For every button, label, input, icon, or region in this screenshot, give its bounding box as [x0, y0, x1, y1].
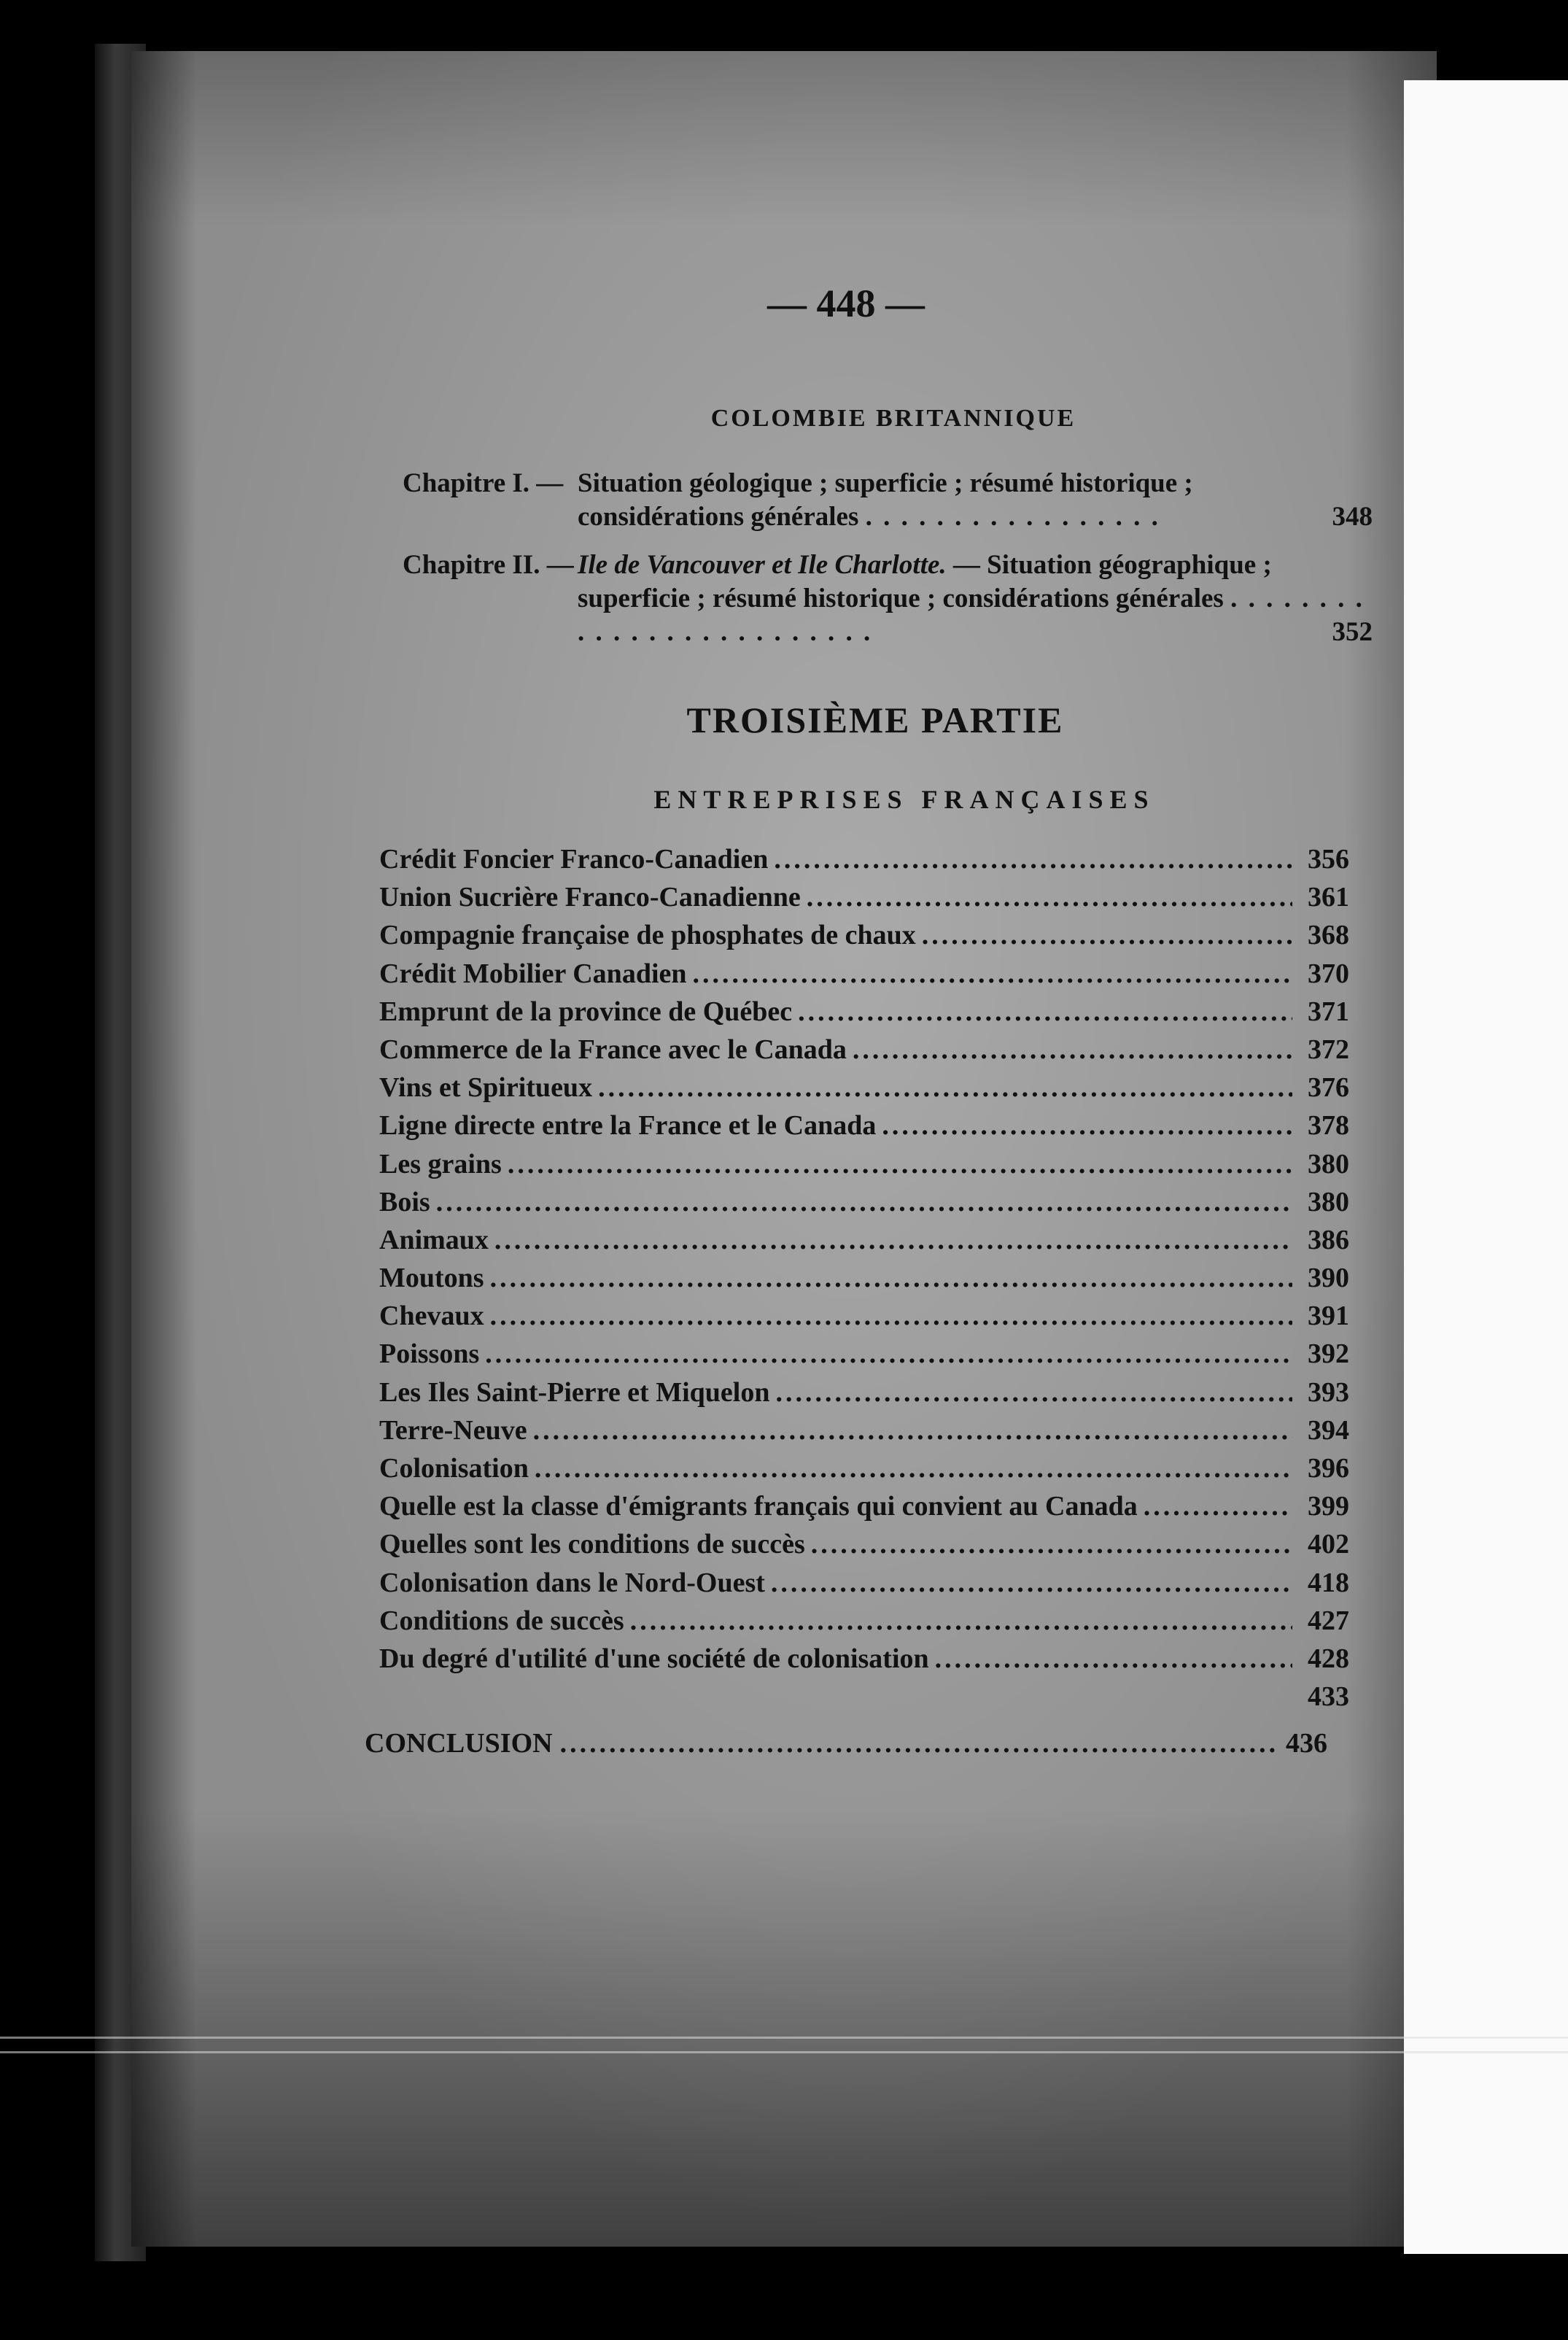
- toc-entry-page: 378: [1308, 1110, 1349, 1142]
- dot-leader: [560, 1727, 1278, 1759]
- toc-entry-label: Quelles sont les conditions de succès: [379, 1529, 805, 1560]
- toc-entry-label: Poissons: [379, 1338, 480, 1370]
- chapter-page-number: 348: [1332, 502, 1373, 532]
- toc-entry: [379, 1643, 1349, 1681]
- toc-entry: [379, 1452, 1349, 1490]
- toc-entry: [379, 1186, 1349, 1224]
- toc-entry: [379, 1567, 1349, 1605]
- toc-entry: [379, 1224, 1349, 1262]
- part-subtitle: ENTREPRISES FRANÇAISES: [653, 785, 1155, 814]
- dot-leader: [811, 1528, 1292, 1560]
- dot-leader: . . . . . . . . . . . . . . . . . . . . . . . . .: [578, 584, 1365, 647]
- toc-entry-page: 361: [1308, 882, 1349, 913]
- toc-entry: [379, 1528, 1349, 1566]
- section-title: COLOMBIE BRITANNIQUE: [710, 405, 1076, 432]
- toc-entry-page: 391: [1308, 1301, 1349, 1332]
- toc-entry-label: Colonisation: [379, 1453, 529, 1484]
- chapter-italic-title: Ile de Vancouver et Ile Charlotte.: [578, 550, 947, 580]
- chapter-text: [578, 467, 1365, 534]
- dot-leader: [508, 1148, 1292, 1180]
- toc-entry-page: 399: [1308, 1491, 1349, 1522]
- dot-leader: [490, 1262, 1292, 1294]
- scan-line: [0, 2051, 1568, 2053]
- part-title: TROISIÈME PARTIE: [686, 700, 1064, 740]
- dot-leader: [775, 1376, 1292, 1409]
- conclusion-page: 436: [1286, 1728, 1327, 1759]
- toc-entry-page: 392: [1308, 1338, 1349, 1370]
- chapter-description: — Situation géographique ; superficie ; résumé historique ; considérations générales: [578, 550, 1272, 613]
- toc-entry-label: Crédit Foncier Franco-Canadien: [379, 844, 769, 875]
- toc-entry: [379, 843, 1349, 881]
- conclusion-label: CONCLUSION: [365, 1728, 553, 1759]
- toc-entry-page: 433: [1308, 1681, 1349, 1713]
- dot-leader: [798, 996, 1292, 1028]
- dot-leader: [436, 1186, 1292, 1218]
- toc-entry: [379, 1300, 1349, 1338]
- toc-entry-label: Conditions de succès: [379, 1605, 624, 1636]
- dot-leader: [490, 1300, 1292, 1332]
- chapter-text: [578, 549, 1365, 649]
- toc-entry: [379, 1605, 1349, 1643]
- dot-leader: [693, 958, 1292, 990]
- toc-entry-label: Moutons: [379, 1263, 484, 1294]
- toc-entry-page: 372: [1308, 1034, 1349, 1065]
- toc-entry: [379, 958, 1349, 996]
- toc-entry: [379, 1490, 1349, 1528]
- chapter-page-number: 352: [1332, 617, 1373, 647]
- toc-entry-label: Crédit Mobilier Canadien: [379, 958, 687, 989]
- toc-entry-page: 418: [1308, 1567, 1349, 1598]
- dot-leader: [1144, 1490, 1292, 1522]
- toc-entry: [379, 1262, 1349, 1300]
- table-of-contents: [379, 843, 1349, 1719]
- toc-entry-page: 402: [1308, 1529, 1349, 1560]
- chapter-label: Chapitre II. —: [403, 550, 574, 580]
- dot-leader: [494, 1224, 1292, 1256]
- toc-entry-label: Bois: [379, 1186, 430, 1217]
- toc-entry-page: 376: [1308, 1072, 1349, 1104]
- toc-entry-label: Quelle est la classe d'émigrants français qui convient au Canada: [379, 1491, 1138, 1522]
- toc-entry: [379, 1034, 1349, 1072]
- toc-entry-page: 356: [1308, 844, 1349, 875]
- dot-leader: . . . . . . . . . . . . . . . . .: [865, 502, 1160, 532]
- toc-entry: [379, 881, 1349, 919]
- toc-entry-page: 368: [1308, 920, 1349, 951]
- toc-entry-label: Vins et Spiritueux: [379, 1072, 593, 1104]
- toc-entry: [379, 1148, 1349, 1186]
- toc-entry-page: 380: [1308, 1186, 1349, 1217]
- toc-entry-page: 371: [1308, 996, 1349, 1027]
- dot-leader: [935, 1643, 1292, 1675]
- toc-entry-label: Compagnie française de phosphates de chaux: [379, 920, 916, 951]
- dot-leader: [485, 1338, 1292, 1370]
- dot-leader: [535, 1452, 1292, 1484]
- toc-entry-page: 396: [1308, 1453, 1349, 1484]
- toc-entry: [379, 996, 1349, 1034]
- toc-entry-label: Du degré d'utilité d'une société de colonisation: [379, 1643, 929, 1674]
- toc-entry: [379, 1072, 1349, 1109]
- facing-page-edge: [1404, 80, 1568, 2254]
- dot-leader: [630, 1605, 1292, 1637]
- toc-entry: [379, 919, 1349, 957]
- dot-leader: [771, 1567, 1292, 1599]
- toc-entry: [379, 1338, 1349, 1376]
- toc-entry-page: 428: [1308, 1643, 1349, 1674]
- dot-leader: [533, 1414, 1292, 1446]
- toc-entry-label: Terre-Neuve: [379, 1414, 527, 1446]
- page-number: — 448 —: [767, 282, 925, 325]
- dot-leader: [598, 1072, 1292, 1104]
- toc-entry-label: Animaux: [379, 1224, 489, 1255]
- toc-entry-page: 427: [1308, 1605, 1349, 1636]
- chapter-description: Situation géologique ; superficie ; résumé historique ; considérations générales: [578, 468, 1193, 532]
- dot-leader: [922, 919, 1292, 951]
- toc-entry-page: 380: [1308, 1148, 1349, 1179]
- toc-entry-page: 386: [1308, 1224, 1349, 1255]
- toc-entry-label: Union Sucrière Franco-Canadienne: [379, 882, 801, 913]
- toc-entry-page: 390: [1308, 1263, 1349, 1294]
- dot-leader: [807, 881, 1292, 913]
- chapter-entry: [403, 467, 1373, 534]
- toc-entry-label: Chevaux: [379, 1301, 484, 1332]
- toc-entry: [379, 1109, 1349, 1147]
- chapter-entry: [403, 549, 1373, 649]
- toc-entry: [379, 1414, 1349, 1452]
- toc-entry-label: Commerce de la France avec le Canada: [379, 1034, 847, 1065]
- toc-entry-label: Ligne directe entre la France et le Canada: [379, 1110, 877, 1142]
- toc-entry: [379, 1376, 1349, 1414]
- toc-entry-trailing: [379, 1681, 1349, 1719]
- toc-entry-label: Les grains: [379, 1148, 502, 1179]
- toc-entry-label: Emprunt de la province de Québec: [379, 996, 793, 1027]
- toc-entry-label: Les Iles Saint-Pierre et Miquelon: [379, 1376, 770, 1408]
- toc-entry-page: 394: [1308, 1414, 1349, 1446]
- chapter-label: Chapitre I. —: [403, 468, 564, 498]
- toc-entry-page: 393: [1308, 1376, 1349, 1408]
- scan-line: [0, 2037, 1568, 2039]
- dot-leader: [774, 843, 1292, 875]
- dot-leader: [882, 1109, 1292, 1142]
- toc-entry-label: Colonisation dans le Nord-Ouest: [379, 1567, 765, 1598]
- dot-leader: [853, 1034, 1292, 1066]
- conclusion-entry: [365, 1727, 1327, 1759]
- toc-entry-page: 370: [1308, 958, 1349, 989]
